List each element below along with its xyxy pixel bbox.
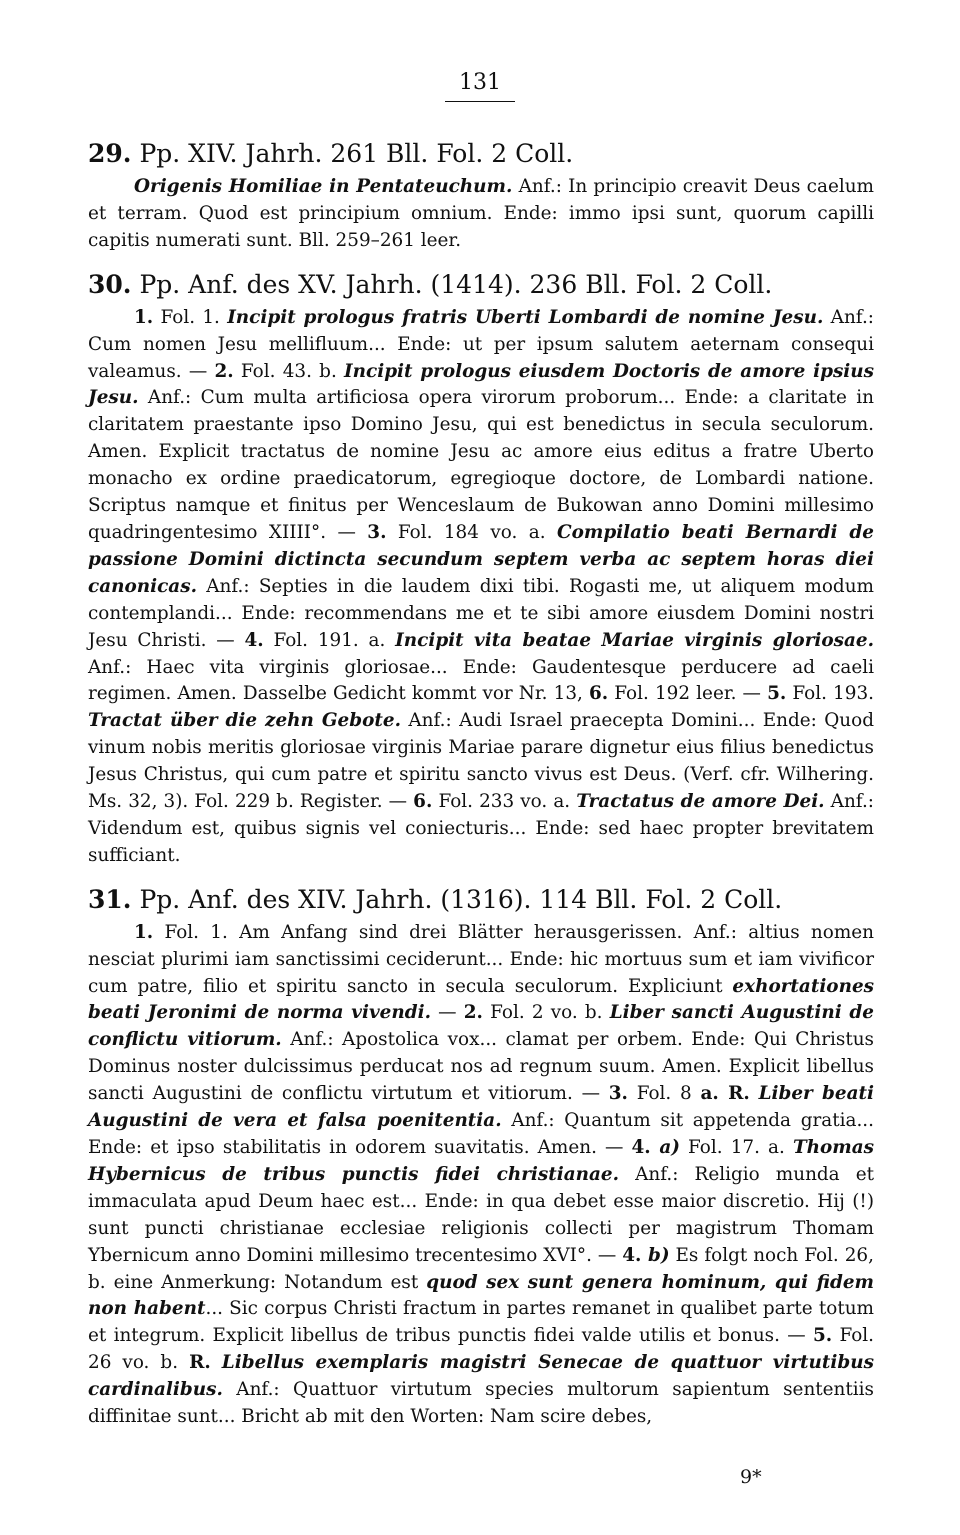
title-segment: Libellus exemplaris magistri Senecae de quattuor virtutibus cardinalibus.: [88, 1352, 874, 1401]
text-segment: Fol. 26 vo. b.: [88, 1325, 874, 1374]
entry-paragraph: [88, 305, 874, 870]
entry-heading-text: Pp. Anf. des XIV. Jahrh. (1316). 114 Bll. Fol. 2 Coll.: [139, 884, 783, 914]
title-segment: Liber beati Augustini de vera et falsa poenitentia.: [88, 1083, 874, 1132]
item-number-segment: 5.: [812, 1325, 833, 1347]
text-segment: ... Sic corpus Christi fractum in partes remanet in qualibet parte totum et integrum. Explicit libellus de tribus punctis fidei valde utilis et bonus. —: [88, 1298, 874, 1347]
item-number-segment: 4.: [622, 1244, 642, 1266]
entry-number: 29.: [88, 139, 132, 168]
entry-number: 31.: [88, 884, 132, 914]
text-segment: Anf.: Haec vita virginis gloriosae... Ende: Gaudentesque perducere ad caeli regimen. Amen. Dasselbe Gedicht kommt vor Nr. 13,: [88, 656, 874, 705]
text-segment: Anf.: Quattuor virtutum species multorum sapientum sententiis diffinitae sunt... Bricht ab mit den Worten: Nam scire debes,: [88, 1379, 874, 1428]
item-number-segment: 6.: [588, 683, 609, 705]
text-segment: Anf.: Apostolica vox... clamat per orbem. Ende: Qui Christus Dominus noster dulcissimus perducat nos ad regnum suum. Amen. Explicit libellus sancti Augustini de conflictu virtutum et vitiorum. —: [88, 1029, 874, 1105]
title-segment: Origenis Homiliae in Pentateuchum.: [134, 176, 513, 197]
text-segment: Fol. 191. a.: [263, 629, 396, 651]
text-segment: Anf.: Cum nomen Jesu mellifluum... Ende: ut per ipsum salutem aeternam consequi valeamus. —: [88, 306, 874, 382]
text-segment: Anf.: Religio munda et immaculata apud Deum haec est... Ende: in qua debet esse maior discretio. Hij (!) sunt puncti christianae ecclesiae religionis collecti per magistrum Thomam Ybernicum anno Domini millesimo trecentesimo XVI°. —: [88, 1163, 874, 1266]
title-segment: Incipit prologus eiusdem Doctoris de amore ipsius Jesu.: [88, 360, 875, 409]
text-segment: Anf.: Videndum est, quibus signis vel coniecturis... Ende: sed haec propter brevitatem sufficiant.: [88, 791, 874, 866]
text-segment: Anf.: Cum multa artificiosa opera virorum proborum... Ende: a claritate in claritatem praestante ipso Domino Jesu, qui est benedictus in secula seculorum. Amen. Explicit tractatus de nomine Jesu ac amore eius editus a fratre Uberto monacho ex ordine praedicatorum, egregioque doctore, de Lombardi natione. Scriptus namque et finitus per Wenceslaum de Bukowan anno Domini millesimo quadringentesimo XIIII°. —: [88, 387, 874, 543]
text-segment: Fol. 1.: [153, 306, 228, 328]
item-number-segment: 3.: [367, 521, 387, 543]
page-content: [88, 136, 874, 1443]
text-segment: Fol. 192 leer. —: [608, 683, 768, 705]
text-segment: Fol. 2 vo. b.: [482, 1002, 610, 1024]
title-segment: Incipit prologus fratris Uberti Lombardi de nomine Jesu.: [227, 306, 824, 328]
text-segment: Anf.: In principio creavit Deus caelum et terram. Quod est principium omnium. Ende: immo ipsi sunt, quorum capilli capitis numerati sunt. Bll. 259–261 leer.: [88, 176, 874, 251]
signature-mark: 9*: [740, 1466, 762, 1488]
item-number-segment: 1.: [134, 306, 154, 328]
page-number: 131: [445, 70, 515, 102]
title-segment: Liber sancti Augustini de conflictu vitiorum.: [88, 1002, 874, 1051]
text-segment: Es folgt noch Fol. 26, b. eine Anmerkung: Notandum est: [88, 1244, 874, 1293]
text-segment: —: [431, 1002, 464, 1024]
title-segment: b): [641, 1244, 670, 1266]
item-number-segment: 6.: [413, 791, 433, 813]
item-number-segment: 1.: [134, 921, 154, 943]
text-segment: Fol. 1. Am Anfang sind drei Blätter herausgerissen. Anf.: altius nomen nesciat plurimi iam sanctissimi ceciderunt... Ende: hic mortuus sum et iam vivificor cum patre, filio et spiritu sancto in secula seculorum. Expliciunt: [88, 921, 874, 997]
item-number-segment: 2.: [463, 1002, 483, 1024]
text-segment: [750, 1083, 759, 1104]
entry-heading: [88, 136, 874, 172]
item-number-segment: a. R.: [700, 1083, 750, 1105]
page-number-wrap: [0, 70, 960, 102]
title-segment: quod sex sunt genera hominum, qui fidem non habent: [88, 1271, 874, 1320]
entry-number: 30.: [88, 269, 132, 299]
title-segment: Incipit vita beatae Mariae virginis gloriosae.: [395, 629, 875, 651]
title-segment: Tractat über die zehn Gebote.: [88, 710, 401, 732]
entry-body: [88, 305, 874, 870]
text-segment: [211, 1352, 222, 1373]
item-number-segment: 3.: [608, 1083, 628, 1105]
entry-heading-text: Pp. XIV. Jahrh. 261 Bll. Fol. 2 Coll.: [139, 139, 574, 168]
item-number-segment: 4.: [244, 629, 264, 651]
entry-paragraph: [88, 920, 874, 1431]
title-segment: Compilatio beati Bernardi de passione Domini dictincta secundum septem verba ac septem horas diei canonicas.: [88, 521, 874, 597]
entry-body: [88, 920, 874, 1431]
title-segment: a): [650, 1137, 680, 1158]
entry-heading: [88, 882, 874, 918]
entry-body: [88, 174, 874, 255]
text-segment: Fol. 184 vo. a.: [386, 521, 557, 543]
entry-heading-text: Pp. Anf. des XV. Jahrh. (1414). 236 Bll. Fol. 2 Coll.: [139, 269, 773, 299]
item-number-segment: 5.: [767, 683, 787, 705]
entry-heading: [88, 267, 874, 303]
item-number-segment: R.: [189, 1352, 211, 1374]
item-number-segment: 4.: [631, 1137, 651, 1158]
text-segment: Anf.: Septies in die laudem dixi tibi. Rogasti me, ut aliquem modum contemplandi... Ende: recommendans me et te sibi amore eiusdem Domini nostri Jesu Christi. —: [88, 575, 874, 651]
text-segment: Anf.: Quantum sit appetenda gratia... Ende: et ipso stabilitatis in odorem suavitatis. Amen. —: [88, 1110, 874, 1158]
text-segment: Fol. 17. a.: [679, 1137, 793, 1158]
title-segment: Tractatus de amore Dei.: [576, 791, 825, 813]
text-segment: Fol. 193.: [786, 683, 874, 705]
text-segment: Anf.: Audi Israel praecepta Domini... Ende: Quod vinum nobis meritis gloriosae virginis Mariae parare dignetur eius filius benedictus Jesus Christus, qui cum patre et spiritu sancto vivus est Deus. (Verf. cfr. Wilhering. Ms. 32, 3). Fol. 229 b. Register. —: [88, 710, 874, 813]
title-segment: exhortationes beati Jeronimi de norma vivendi.: [88, 975, 874, 1024]
text-segment: Fol. 233 vo. a.: [432, 791, 577, 813]
item-number-segment: 2.: [214, 360, 234, 382]
text-segment: Fol. 43. b.: [233, 360, 345, 382]
entry-paragraph: [88, 174, 874, 255]
text-segment: Fol. 8: [627, 1083, 701, 1105]
title-segment: Thomas Hybernicus de tribus punctis fidei christianae.: [88, 1137, 874, 1185]
